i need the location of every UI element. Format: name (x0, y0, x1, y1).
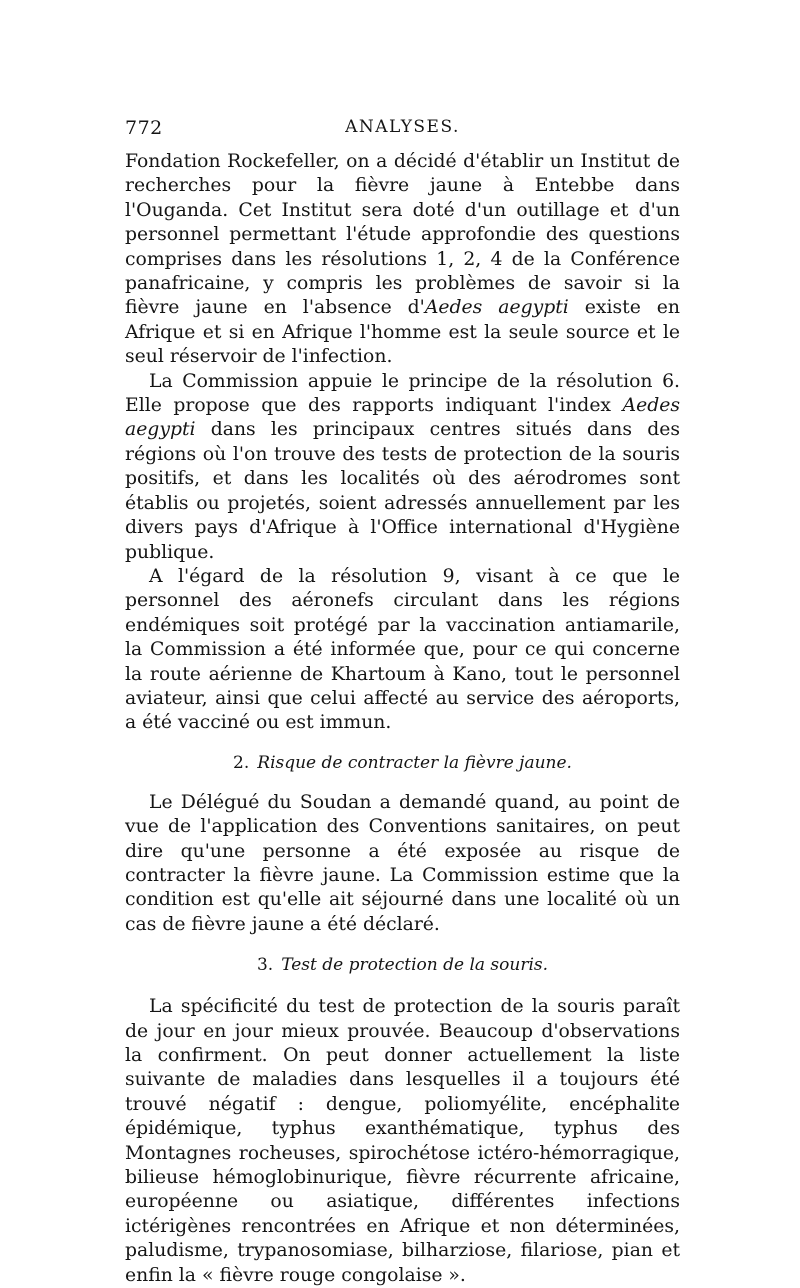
page-number: 772 (125, 117, 163, 139)
species-name: Aedes aegypti (424, 297, 569, 319)
section-title: Test de protection de la souris. (281, 955, 549, 976)
paragraph-text: dans les principaux centres situés dans des régions où l'on trouve des tests de protection de la souris positifs, et dans les localités où des aérodromes sont établis ou projetés, soient adressés annuellement par les divers pays d'Afrique à l'Office international d'Hygiène publique. (125, 419, 680, 563)
species-name: Aedes aegypti (125, 395, 680, 441)
paragraph-resolution-6 (125, 370, 680, 565)
running-header (125, 117, 680, 143)
paragraph-delegue-soudan: Le Délégué du Soudan a demandé quand, au point de vue de l'application des Conventions sanitaires, on peut dire qu'une personne a été exposée au risque de contracter la fièvre jaune. La Commission estime que la condition est qu'elle ait séjourné dans une localité où un cas de fièvre jaune a été déclaré. (125, 791, 680, 935)
section-number: 2. (233, 752, 250, 773)
paragraph-text: La Commission appuie le principe de la résolution 6. Elle propose que des rapports indiquant l'index (125, 370, 680, 417)
paragraph-resolution-9: A l'égard de la résolution 9, visant à ce que le personnel des aéronefs circulant dans les régions endémiques soit protégé par la vaccination antiamarile, la Commission a été informée que, pour ce qui concerne la route aérienne de Khartoum à Kano, tout le personnel aviateur, ainsi que celui affecté au service des aéroports, a été vacciné ou est immun. (125, 565, 680, 734)
section-number: 3. (256, 955, 274, 976)
section-heading-test-souris (125, 953, 680, 977)
paragraph-text: existe en Afrique et si en Afrique l'homme est la seule source et le seul réservoir de l'infection. (125, 297, 680, 368)
paragraph-institut-entebbe (125, 150, 680, 370)
section-title: Risque de contracter la fièvre jaune. (257, 752, 572, 773)
body-text (125, 150, 680, 1288)
section-heading-risque (125, 751, 680, 775)
running-title: ANALYSES. (345, 117, 460, 137)
paragraph-text: Fondation Rockefeller, on a décidé d'établir un Institut de recherches pour la fièvre jaune à Entebbe dans l'Ouganda. Cet Institut sera doté d'un outillage et d'un personnel permettant l'étude approfondie des questions comprises dans les résolutions 1, 2, 4 de la Conférence panafricaine, y compris les problèmes de savoir si la fièvre jaune en l'absence d' (125, 151, 680, 319)
paragraph-specificite: La spécificité du test de protection de la souris paraît de jour en jour mieux prouvée. Beaucoup d'observations la confirment. On peut donner actuellement la liste suivante de maladies dans lesquelles il a toujours été trouvé négatif : dengue, poliomyélite, encéphalite épidémique, typhus exanthématique, typhus des Montagnes rocheuses, spirochétose ictéro-hémorragique, bilieuse hémoglobinurique, fièvre récurrente africaine, européenne ou asiatique, différentes infections ictérigènes rencontrées en Afrique et non déterminées, paludisme, trypanosomiase, bilharziose, filariose, pian et enfin la « fièvre rouge congolaise ». (125, 996, 680, 1286)
